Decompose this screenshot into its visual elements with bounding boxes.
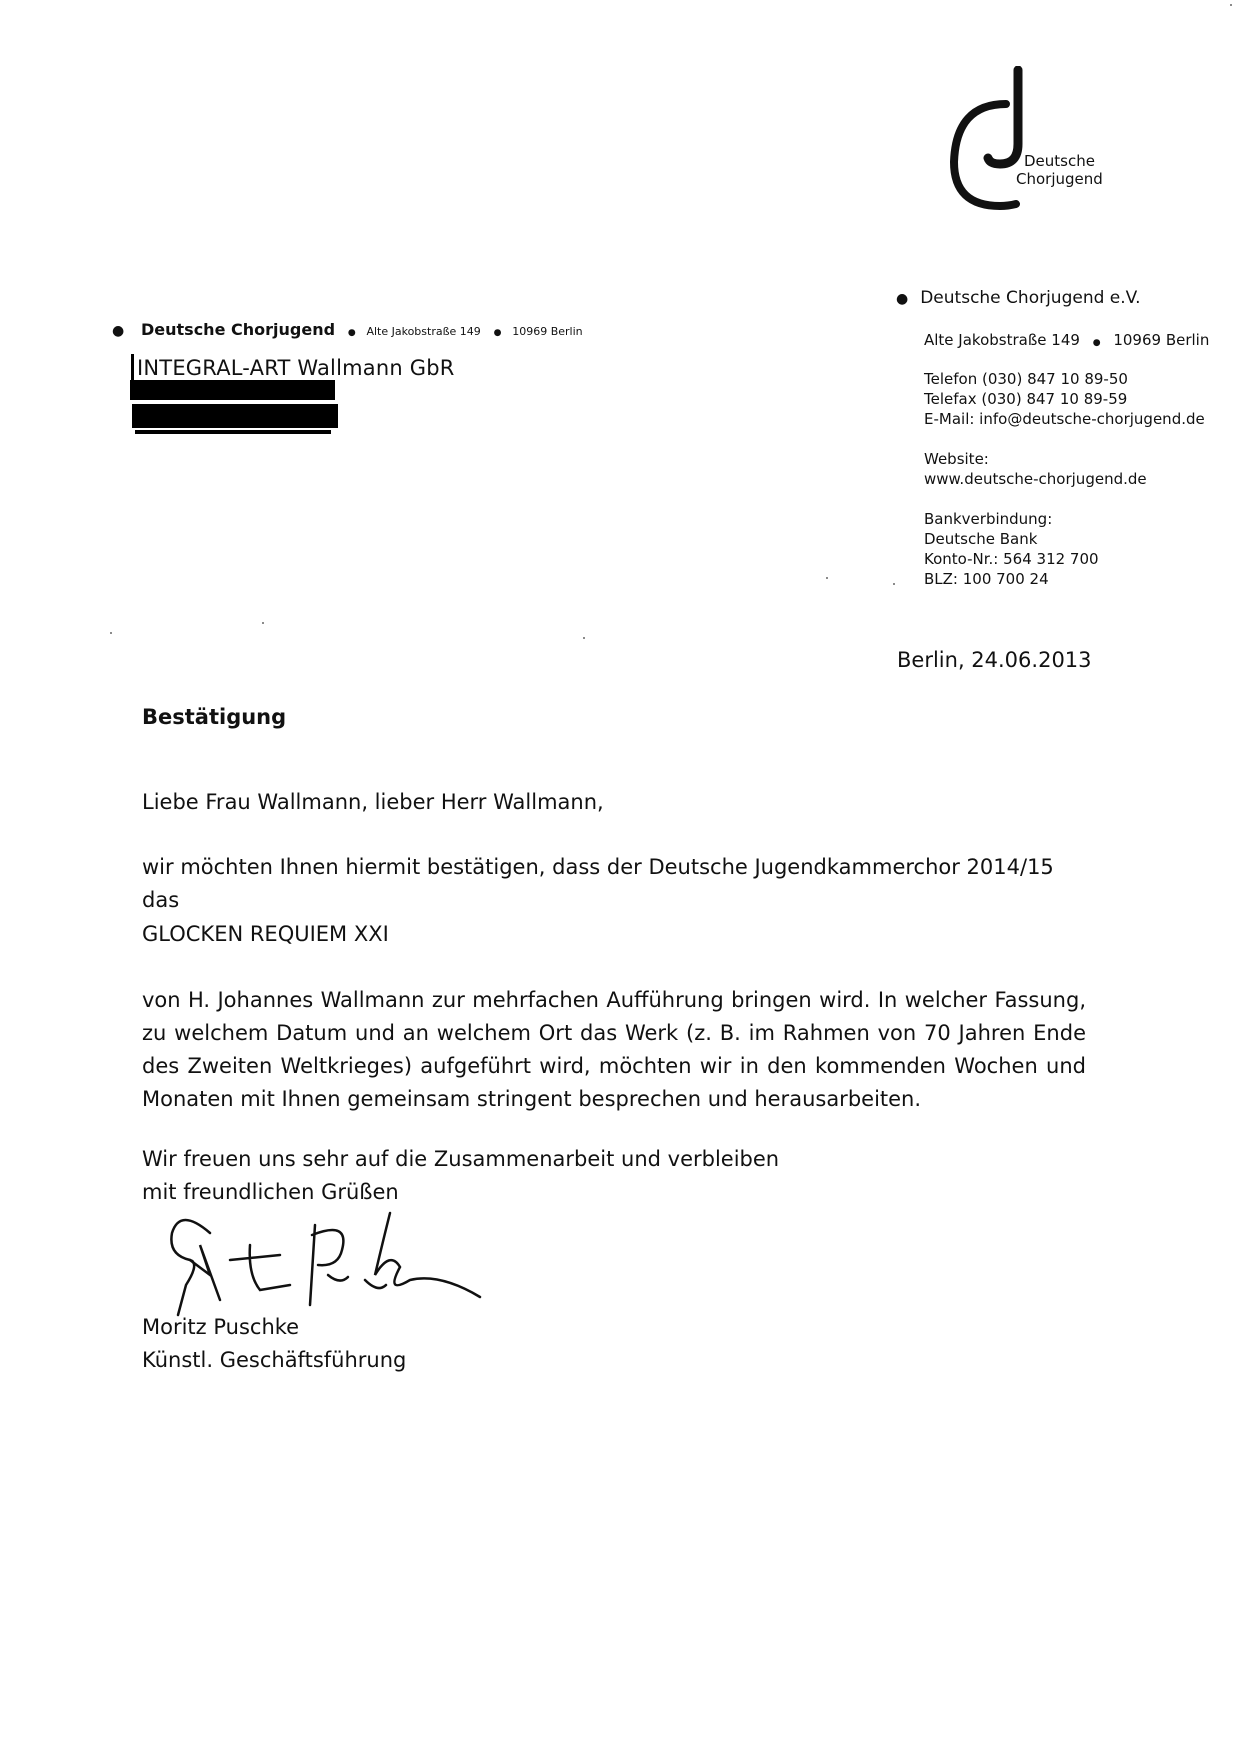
scan-speck xyxy=(826,577,828,579)
contact-phone: Telefon (030) 847 10 89-50 xyxy=(924,370,1128,388)
letter-date: Berlin, 24.06.2013 xyxy=(897,648,1092,672)
bullet-icon: ● xyxy=(112,323,125,339)
contact-email[interactable]: E-Mail: info@deutsche-chorjugend.de xyxy=(924,410,1205,428)
contact-org: Deutsche Chorjugend e.V. xyxy=(920,288,1141,308)
scan-speck xyxy=(583,637,585,639)
contact-street: Alte Jakobstraße 149 xyxy=(924,331,1080,349)
recipient-name: INTEGRAL-ART Wallmann GbR xyxy=(137,356,455,380)
contact-org-line xyxy=(896,288,1141,308)
bullet-icon: ● xyxy=(896,291,909,307)
scan-speck xyxy=(262,622,264,624)
redaction-bar xyxy=(132,404,338,428)
contact-address xyxy=(924,330,1209,353)
contact-city: 10969 Berlin xyxy=(1113,331,1210,349)
sender-org: Deutsche Chorjugend xyxy=(141,320,336,339)
bullet-icon: ● xyxy=(347,328,356,338)
letter-subject: Bestätigung xyxy=(142,705,287,729)
body-paragraph-1: wir möchten Ihnen hiermit bestätigen, dass der Deutsche Jugendkammerchor 2014/15 das xyxy=(142,855,1054,912)
work-title: GLOCKEN REQUIEM XXI xyxy=(142,922,389,946)
bank-blz: BLZ: 100 700 24 xyxy=(924,570,1049,588)
bullet-icon: ● xyxy=(493,328,502,338)
bank-name: Deutsche Bank xyxy=(924,530,1038,548)
contact-fax: Telefax (030) 847 10 89-59 xyxy=(924,390,1128,408)
contact-website[interactable]: www.deutsche-chorjugend.de xyxy=(924,470,1147,488)
logo-mark-icon xyxy=(946,66,1036,216)
scan-speck xyxy=(893,583,895,585)
signatory-title: Künstl. Geschäftsführung xyxy=(142,1348,407,1372)
contact-website-label: Website: xyxy=(924,450,989,468)
redaction-bar xyxy=(135,430,331,434)
sender-street: Alte Jakobstraße 149 xyxy=(366,325,481,338)
bullet-icon: ● xyxy=(1092,338,1101,348)
redaction-bar xyxy=(130,380,335,400)
scan-speck xyxy=(110,632,112,634)
logo-text-line1: Deutsche xyxy=(1024,152,1095,170)
salutation: Liebe Frau Wallmann, lieber Herr Wallmann, xyxy=(142,790,604,814)
body-paragraph-2: von H. Johannes Wallmann zur mehrfachen Aufführung bringen wird. In welcher Fassung, zu welchem Datum und an welchem Ort das Werk (z. B. im Rahmen von 70 Jahren Ende des Zweiten Weltkrieges) aufgeführt wird, möchten wir in den kommenden Wochen und Monaten mit Ihnen gemeinsam stringent besprechen und herausarbeiten. xyxy=(142,988,1086,1111)
handwritten-signature xyxy=(150,1205,490,1325)
organization-logo xyxy=(946,66,1106,216)
closing-line-2: mit freundlichen Grüßen xyxy=(142,1180,399,1204)
bank-label: Bankverbindung: xyxy=(924,510,1053,528)
scan-speck xyxy=(1230,4,1232,6)
logo-text-line2: Chorjugend xyxy=(1016,170,1103,188)
closing-line-1: Wir freuen uns sehr auf die Zusammenarbeit und verbleiben xyxy=(142,1147,780,1171)
sender-city: 10969 Berlin xyxy=(512,325,583,338)
bank-account: Konto-Nr.: 564 312 700 xyxy=(924,550,1099,568)
sender-return-line xyxy=(112,320,583,339)
signatory-name: Moritz Puschke xyxy=(142,1315,300,1339)
